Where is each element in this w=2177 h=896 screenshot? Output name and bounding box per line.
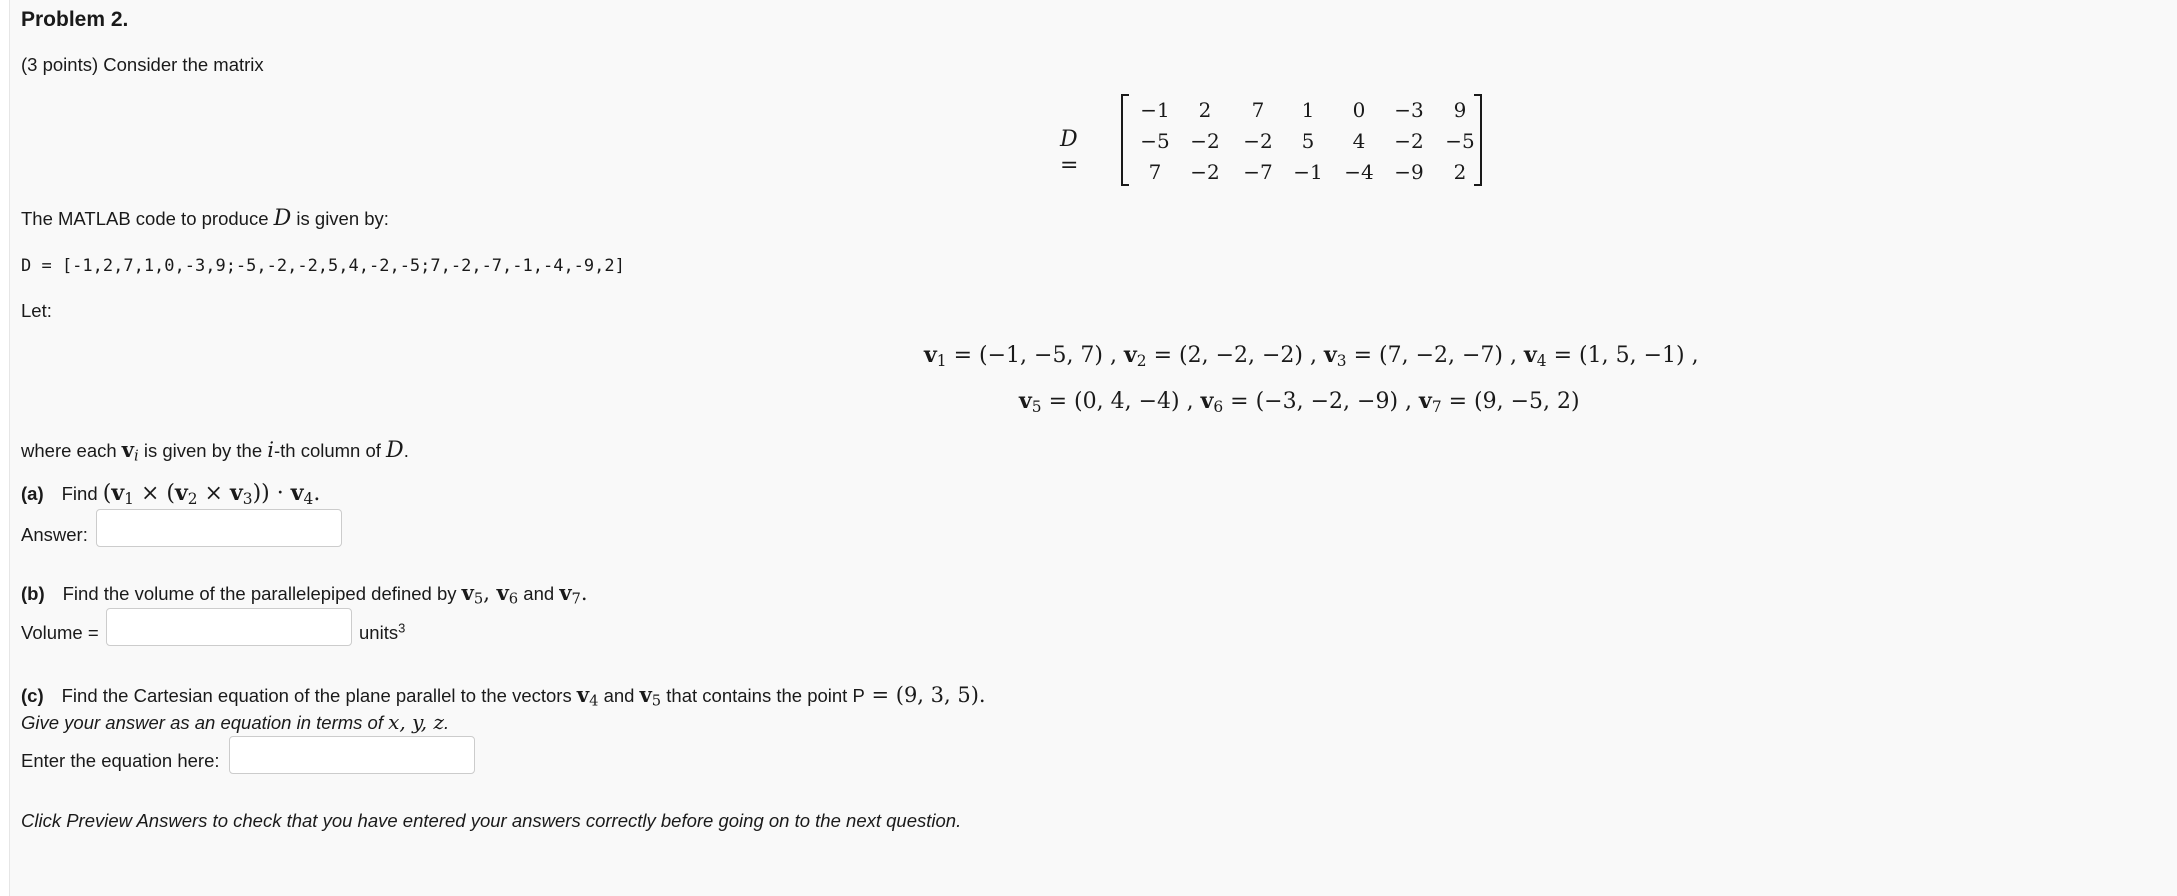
let-label: Let: xyxy=(21,300,52,321)
part-c-vector-5: $v_5$ xyxy=(639,682,662,710)
part-c-instruction: Give your answer as an equation in terms of x, y, z. xyxy=(21,710,450,734)
vector-index: 2 xyxy=(1136,351,1147,370)
vector-value: (−3, −2, −9) xyxy=(1255,389,1399,414)
part-b-answer-label: Volume = xyxy=(21,622,99,643)
part-a-expression: $(v_1 \times (v_2 \times v_3)) \cdot v_4$. xyxy=(102,480,321,508)
matrix-cell: −9 xyxy=(1394,160,1424,184)
part-b-answer-input[interactable] xyxy=(106,608,352,646)
matrix-cell: −2 xyxy=(1243,129,1273,153)
part-b-question xyxy=(21,580,588,608)
part-c-instruction-text: Give your answer as an equation in terms of xyxy=(21,712,383,733)
matrix-cell: 0 xyxy=(1352,98,1366,122)
vector-index: 6 xyxy=(1213,397,1224,416)
vector-definition: $v_2 = (2$, −2, −2) xyxy=(1124,342,1304,370)
vectors-line-1: $v_1 = (-1$, −5, 7) , $v_2 = (2$, −2, −2) , $v_3 = (7$, −2, −7) , $v_4 = (1$, 5, −1) , xyxy=(924,342,1699,370)
footer-note: Click Preview Answers to check that you have entered your answers correctly before going on to the next question. xyxy=(21,810,962,831)
matlab-intro-symbol: D xyxy=(273,206,292,231)
vector-value: (7, −2, −7) xyxy=(1379,343,1504,368)
part-c-vector-4: $v_4$ xyxy=(576,682,599,710)
part-b-text: Find the volume of the parallelepiped defined by xyxy=(62,583,457,604)
part-c-question: (c) Find the Cartesian equation of the plane parallel to the vectors $v_4$ and $v_5$ that contains the point P = (9, 3, 5). xyxy=(21,682,986,710)
matrix-cell: −7 xyxy=(1243,160,1273,184)
vector-definition: $v_5 = (0$, 4, −4) xyxy=(1019,388,1180,416)
part-a-question xyxy=(21,480,320,506)
part-a-prefix: Find xyxy=(61,483,98,504)
part-b-vector-7: $v_7$. xyxy=(559,580,588,608)
matrix-cell: −1 xyxy=(1293,160,1323,184)
vector-index: 3 xyxy=(1336,351,1347,370)
vector-definition: $v_6 = (-3$, −2, −9) xyxy=(1200,388,1399,416)
matrix-label: D = xyxy=(1060,127,1079,178)
matrix-cell: 4 xyxy=(1352,129,1366,153)
part-b-units xyxy=(359,622,405,644)
matrix-cell: −3 xyxy=(1394,98,1424,122)
problem-intro: (3 points) Consider the matrix xyxy=(21,54,264,75)
vector-value: (0, 4, −4) xyxy=(1074,389,1180,414)
vector-index: 4 xyxy=(1536,351,1547,370)
part-b-and: and xyxy=(523,583,555,604)
where-text-a: where each xyxy=(21,440,117,461)
matrix-cell: −5 xyxy=(1140,129,1170,153)
matlab-code: D = [-1,2,7,1,0,-3,9;-5,-2,-2,5,4,-2,-5;7,-2,-7,-1,-4,-9,2] xyxy=(21,256,625,276)
vector-value: (−1, −5, 7) xyxy=(979,343,1104,368)
vector-definition: $v_3 = (7$, −2, −7) xyxy=(1324,342,1504,370)
part-a-answer-input[interactable] xyxy=(96,509,342,547)
matrix-cell: 7 xyxy=(1251,98,1265,122)
units-label: units xyxy=(359,622,399,643)
matrix-cell: 5 xyxy=(1301,129,1315,153)
matrix-cell: −2 xyxy=(1190,129,1220,153)
vectors-line-2: $v_5 = (0$, 4, −4) , $v_6 = (-3$, −2, −9) , $v_7 = (9$, −5, 2) xyxy=(1019,388,1580,416)
where-vector-sub: i xyxy=(134,447,139,465)
matrix-symbol: D xyxy=(1060,127,1078,152)
matrix-cell: 2 xyxy=(1453,160,1467,184)
matrix-cell: −4 xyxy=(1344,160,1374,184)
where-matrix-symbol: D xyxy=(386,438,404,463)
matrix-cell: 1 xyxy=(1301,98,1315,122)
matrix-cell: −5 xyxy=(1445,129,1475,153)
part-a-answer-label: Answer: xyxy=(21,524,88,545)
part-c-answer-label: Enter the equation here: xyxy=(21,750,220,771)
part-c-and: and xyxy=(603,685,635,706)
matlab-intro-after: is given by: xyxy=(296,208,389,229)
part-c-answer-input[interactable] xyxy=(229,736,475,774)
vector-definition: $v_1 = (-1$, −5, 7) xyxy=(924,342,1104,370)
part-c-text-a: Find the Cartesian equation of the plane parallel to the vectors xyxy=(61,685,572,706)
matrix-cell: 2 xyxy=(1198,98,1212,122)
where-text-b: is given by the xyxy=(143,440,263,461)
vector-index: 1 xyxy=(936,351,947,370)
part-c-text-b: that contains the point P xyxy=(666,685,865,706)
matrix-cell: −1 xyxy=(1140,98,1170,122)
matrix-cell: −2 xyxy=(1394,129,1424,153)
matrix-left-bracket xyxy=(1121,94,1129,186)
vector-definition: $v_7 = (9$, −5, 2) xyxy=(1419,388,1580,416)
where-vector: $v_i$ xyxy=(121,437,139,465)
where-text: where each $v_i$ is given by the i-th column of D. xyxy=(21,437,409,465)
part-b-vectors: $v_5$, $v_6$ xyxy=(461,580,519,608)
matrix-cell: 7 xyxy=(1148,160,1162,184)
part-a-label: (a) xyxy=(21,483,44,504)
vector-value: (2, −2, −2) xyxy=(1179,343,1304,368)
part-c-point: (9, 3, 5) xyxy=(895,683,979,707)
part-c-vars: x, y, z xyxy=(388,710,444,734)
vector-index: 7 xyxy=(1431,397,1442,416)
where-index: i xyxy=(267,438,274,462)
problem-page xyxy=(9,0,2177,896)
matrix-cell: −2 xyxy=(1190,160,1220,184)
vector-value: (9, −5, 2) xyxy=(1474,389,1580,414)
vector-value: (1, 5, −1) xyxy=(1579,343,1685,368)
vector-index: 5 xyxy=(1031,397,1042,416)
part-c-label: (c) xyxy=(21,685,44,706)
where-text-c: -th column of xyxy=(273,440,381,461)
part-b-label: (b) xyxy=(21,583,45,604)
matlab-intro xyxy=(21,206,389,231)
matlab-intro-before: The MATLAB code to produce xyxy=(21,208,269,229)
units-exponent: 3 xyxy=(398,620,406,636)
vector-definition: $v_4 = (1$, 5, −1) xyxy=(1524,342,1685,370)
problem-title: Problem 2. xyxy=(21,8,129,31)
matrix-cell: 9 xyxy=(1453,98,1467,122)
